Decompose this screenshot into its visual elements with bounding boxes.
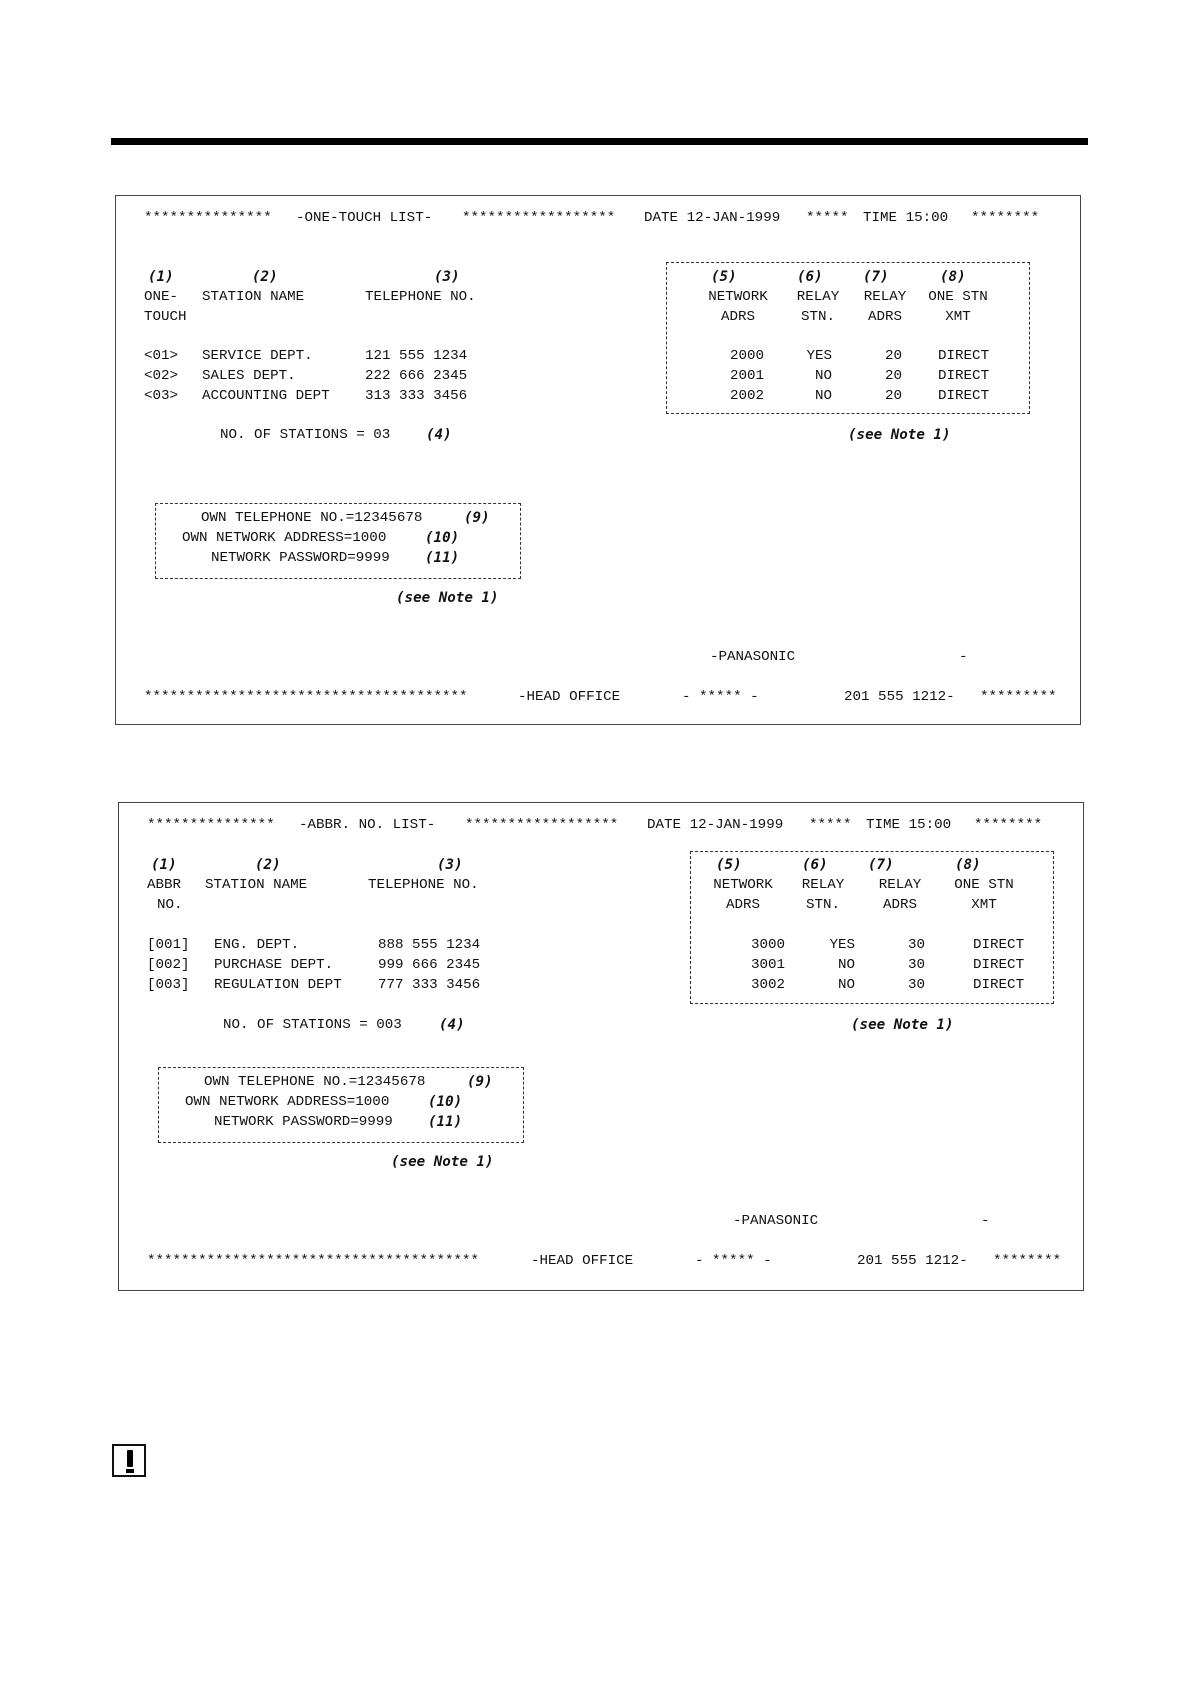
stations-count: NO. OF STATIONS = 003 <box>223 1017 402 1033</box>
row-station-name: ACCOUNTING DEPT <box>202 388 330 404</box>
row-telephone: 222 666 2345 <box>365 368 468 384</box>
see-note-network: (see Note 1) <box>851 1017 954 1033</box>
one-touch-list-panel <box>115 195 1081 725</box>
sender-name: -PANASONIC <box>733 1213 819 1229</box>
row-number: [002] <box>147 957 190 973</box>
row-telephone: 313 333 3456 <box>365 388 468 404</box>
row-network-adrs: 2000 <box>729 348 764 364</box>
list-title: -ABBR. NO. LIST- <box>299 817 436 833</box>
header-stars-left: *************** <box>147 817 275 833</box>
see-note-own: (see Note 1) <box>396 590 499 606</box>
row-xmt: DIRECT <box>973 937 1025 953</box>
row-relay: NO <box>814 388 832 404</box>
col-relay-2: RELAY <box>863 289 907 305</box>
row-network-adrs: 3000 <box>750 937 785 953</box>
footer-stars-right: ******** <box>993 1253 1062 1269</box>
marker-3: (3) <box>434 269 460 285</box>
marker-11: (11) <box>425 550 460 566</box>
row-xmt: DIRECT <box>938 348 990 364</box>
col-telephone: TELEPHONE NO. <box>365 289 476 305</box>
footer-office: -HEAD OFFICE <box>531 1253 634 1269</box>
col-relay-stn: STN. <box>805 897 841 913</box>
sender-dash: - <box>981 1213 990 1229</box>
marker-9: (9) <box>467 1074 493 1090</box>
marker-4: (4) <box>426 427 452 443</box>
row-network-adrs: 3001 <box>750 957 785 973</box>
header-stars-right: ******** <box>971 210 1040 226</box>
row-network-adrs: 2002 <box>729 388 764 404</box>
own-network-address: OWN NETWORK ADDRESS=1000 <box>185 1094 390 1110</box>
col-relay-adrs: ADRS <box>867 309 903 325</box>
marker-6: (6) <box>802 857 828 873</box>
row-station-name: ENG. DEPT. <box>214 937 300 953</box>
see-note-own: (see Note 1) <box>391 1154 494 1170</box>
header-stars-short: ***** <box>806 210 849 226</box>
marker-11: (11) <box>428 1114 463 1130</box>
row-number: <02> <box>144 368 179 384</box>
marker-6: (6) <box>797 269 823 285</box>
sender-name: -PANASONIC <box>710 649 796 665</box>
row-relay-adrs: 30 <box>907 977 925 993</box>
col-network-adrs: ADRS <box>720 309 756 325</box>
marker-10: (10) <box>425 530 460 546</box>
row-network-adrs: 2001 <box>729 368 764 384</box>
row-relay: YES <box>829 937 855 953</box>
row-station-name: SALES DEPT. <box>202 368 296 384</box>
col-relay: RELAY <box>801 877 845 893</box>
header-stars-mid: ****************** <box>465 817 619 833</box>
marker-9: (9) <box>464 510 490 526</box>
col-abbr: ABBR <box>147 877 182 893</box>
top-rule <box>111 138 1088 145</box>
row-relay: NO <box>837 977 855 993</box>
marker-7: (7) <box>868 857 894 873</box>
col-telephone: TELEPHONE NO. <box>368 877 479 893</box>
row-number: <01> <box>144 348 179 364</box>
col-one: ONE- <box>144 289 179 305</box>
col-touch: TOUCH <box>144 309 187 325</box>
row-relay-adrs: 30 <box>907 937 925 953</box>
footer-telephone: 201 555 1212- <box>844 689 955 705</box>
row-relay-adrs: 30 <box>907 957 925 973</box>
list-title: -ONE-TOUCH LIST- <box>296 210 433 226</box>
own-telephone: OWN TELEPHONE NO.=12345678 <box>204 1074 426 1090</box>
footer-telephone: 201 555 1212- <box>857 1253 968 1269</box>
row-number: [003] <box>147 977 190 993</box>
row-relay: NO <box>814 368 832 384</box>
row-station-name: SERVICE DEPT. <box>202 348 313 364</box>
marker-1: (1) <box>151 857 177 873</box>
col-station-name: STATION NAME <box>202 289 305 305</box>
footer-stars-right: ********* <box>980 689 1057 705</box>
header-stars-short: ***** <box>809 817 852 833</box>
row-network-adrs: 3002 <box>750 977 785 993</box>
header-time: TIME 15:00 <box>863 210 949 226</box>
row-station-name: REGULATION DEPT <box>214 977 342 993</box>
row-relay: YES <box>806 348 832 364</box>
header-stars-left: *************** <box>144 210 272 226</box>
marker-7: (7) <box>863 269 889 285</box>
network-password: NETWORK PASSWORD=9999 <box>214 1114 393 1130</box>
footer-mid: - ***** - <box>682 689 759 705</box>
row-relay-adrs: 20 <box>884 388 902 404</box>
col-relay-stn: STN. <box>800 309 836 325</box>
footer-mid: - ***** - <box>695 1253 772 1269</box>
col-no: NO. <box>157 897 183 913</box>
see-note-network: (see Note 1) <box>848 427 951 443</box>
row-relay-adrs: 20 <box>884 348 902 364</box>
col-network-adrs: ADRS <box>725 897 761 913</box>
network-password: NETWORK PASSWORD=9999 <box>211 550 390 566</box>
col-one-stn: ONE STN <box>928 289 988 305</box>
col-station-name: STATION NAME <box>205 877 308 893</box>
col-network: NETWORK <box>713 877 773 893</box>
footer-stars-left: *************************************** <box>147 1253 480 1269</box>
own-network-address: OWN NETWORK ADDRESS=1000 <box>182 530 387 546</box>
row-telephone: 121 555 1234 <box>365 348 468 364</box>
sender-dash: - <box>959 649 968 665</box>
header-date: DATE 12-JAN-1999 <box>644 210 781 226</box>
row-number: <03> <box>144 388 179 404</box>
row-station-name: PURCHASE DEPT. <box>214 957 334 973</box>
marker-10: (10) <box>428 1094 463 1110</box>
marker-2: (2) <box>252 269 278 285</box>
row-relay: NO <box>837 957 855 973</box>
col-relay-2: RELAY <box>878 877 922 893</box>
row-xmt: DIRECT <box>938 368 990 384</box>
marker-3: (3) <box>437 857 463 873</box>
col-one-stn: ONE STN <box>954 877 1014 893</box>
marker-4: (4) <box>439 1017 465 1033</box>
col-relay: RELAY <box>796 289 840 305</box>
col-network: NETWORK <box>708 289 768 305</box>
exclamation-icon <box>112 1444 146 1477</box>
row-relay-adrs: 20 <box>884 368 902 384</box>
marker-8: (8) <box>955 857 981 873</box>
footer-stars-left: ************************************** <box>144 689 468 705</box>
row-telephone: 888 555 1234 <box>378 937 481 953</box>
stations-count: NO. OF STATIONS = 03 <box>220 427 391 443</box>
header-date: DATE 12-JAN-1999 <box>647 817 784 833</box>
abbr-no-list-panel <box>118 802 1084 1291</box>
own-telephone: OWN TELEPHONE NO.=12345678 <box>201 510 423 526</box>
marker-5: (5) <box>716 857 742 873</box>
col-xmt: XMT <box>945 309 971 325</box>
col-xmt: XMT <box>971 897 997 913</box>
header-stars-mid: ****************** <box>462 210 616 226</box>
footer-office: -HEAD OFFICE <box>518 689 621 705</box>
marker-1: (1) <box>148 269 174 285</box>
header-stars-right: ******** <box>974 817 1043 833</box>
row-xmt: DIRECT <box>938 388 990 404</box>
col-relay-adrs: ADRS <box>882 897 918 913</box>
row-number: [001] <box>147 937 190 953</box>
marker-8: (8) <box>940 269 966 285</box>
marker-5: (5) <box>711 269 737 285</box>
header-time: TIME 15:00 <box>866 817 952 833</box>
marker-2: (2) <box>255 857 281 873</box>
row-xmt: DIRECT <box>973 977 1025 993</box>
row-xmt: DIRECT <box>973 957 1025 973</box>
row-telephone: 777 333 3456 <box>378 977 481 993</box>
row-telephone: 999 666 2345 <box>378 957 481 973</box>
